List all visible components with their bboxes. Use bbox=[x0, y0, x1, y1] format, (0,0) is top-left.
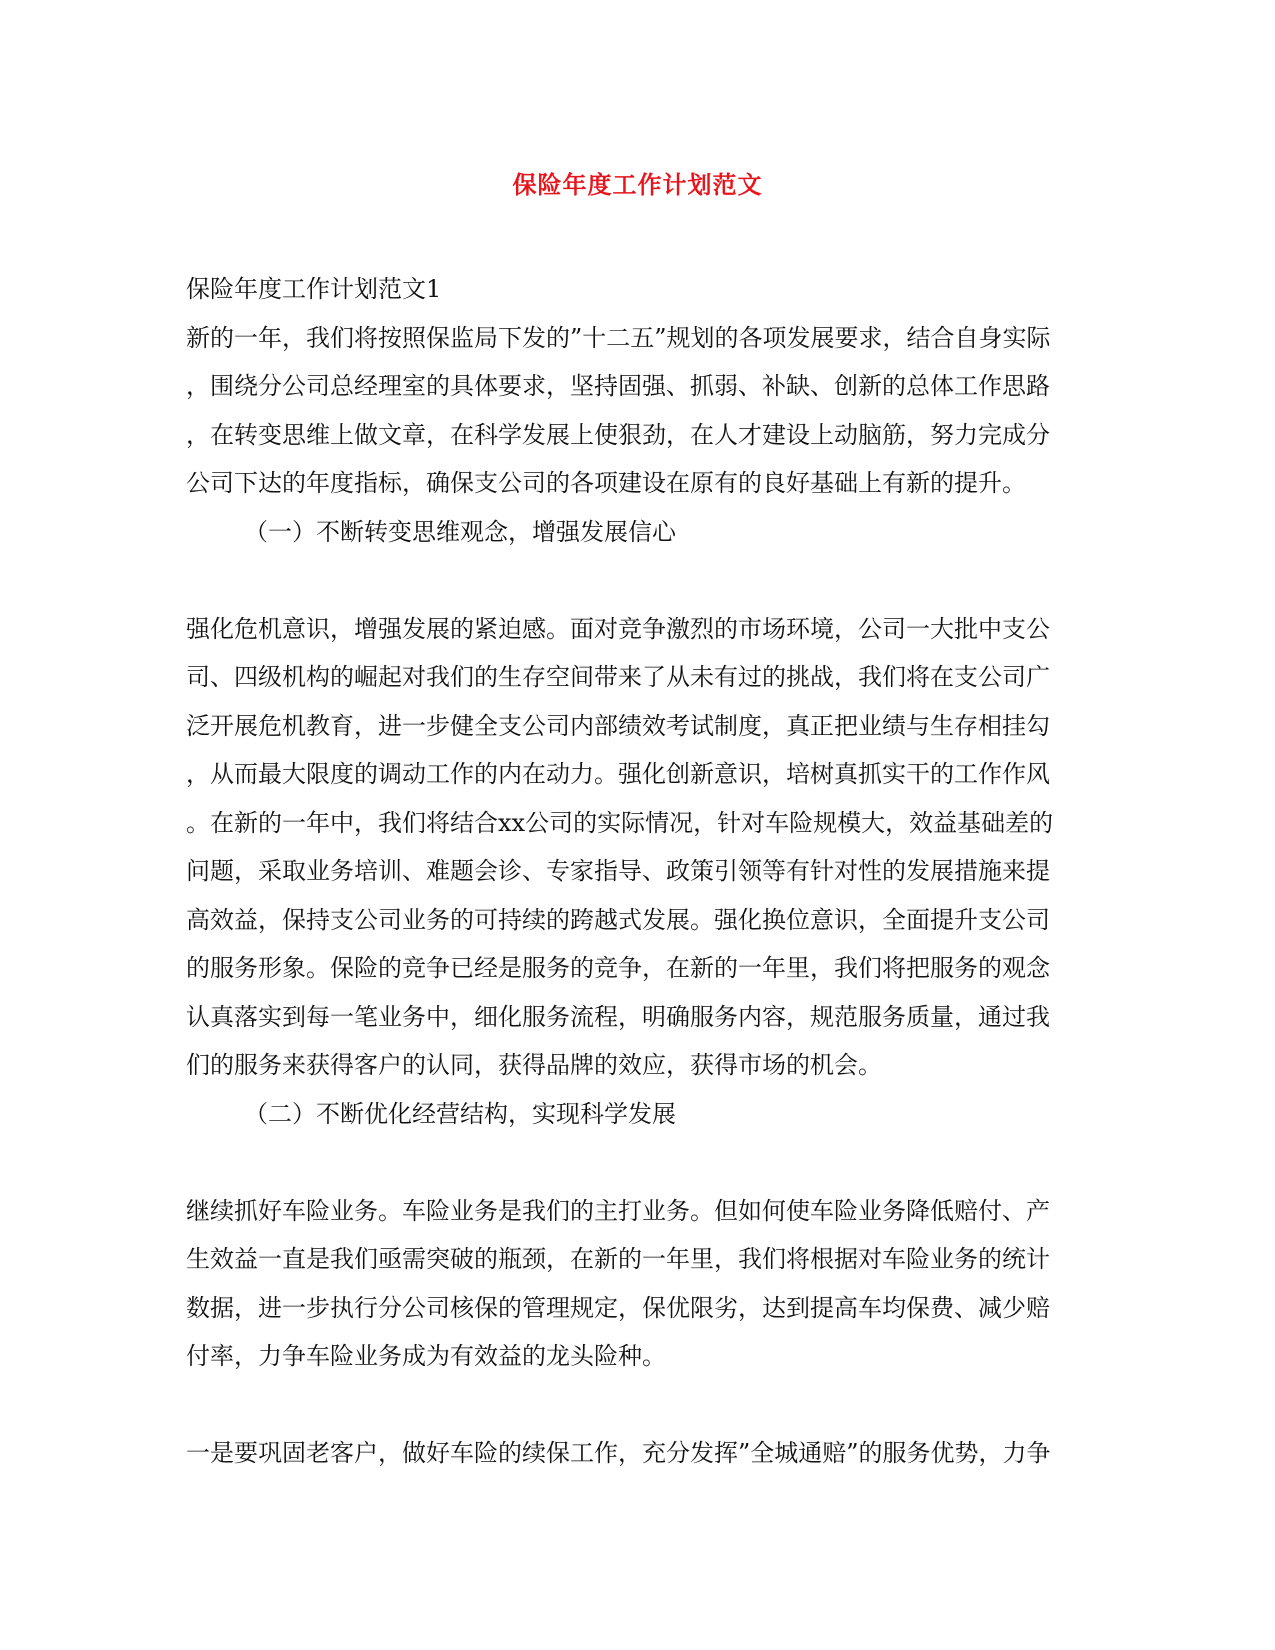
document-title: 保险年度工作计划范文 bbox=[512, 170, 763, 199]
text-line: 新的一年，我们将按照保监局下发的”十二五”规划的各项发展要求，结合自身实际 bbox=[186, 323, 1051, 352]
text-line: 继续抓好车险业务。车险业务是我们的主打业务。但如何使车险业务降低赔付、产 bbox=[186, 1196, 1050, 1225]
text-line: 公司下达的年度指标，确保支公司的各项建设在原有的良好基础上有新的提升。 bbox=[186, 469, 1026, 497]
text-line: 司、四级机构的崛起对我们的生存空间带来了从未有过的挑战，我们将在支公司广 bbox=[186, 663, 1050, 691]
text-line: ，从而最大限度的调动工作的内在动力。强化创新意识，培树真抓实干的工作作风 bbox=[186, 760, 1050, 788]
text-line: 。在新的一年中，我们将结合xx公司的实际情况，针对车险规模大，效益基础差的 bbox=[186, 808, 1054, 837]
section-heading: 保险年度工作计划范文1 bbox=[186, 275, 442, 303]
text-line: 认真落实到每一笔业务中，细化服务流程，明确服务内容，规范服务质量，通过我 bbox=[186, 1002, 1050, 1031]
paragraph-spacer bbox=[186, 1381, 1086, 1430]
text-line: 一是要巩固老客户，做好车险的续保工作，充分发挥”全城通赔”的服务优势，力争 bbox=[186, 1439, 1051, 1467]
text-line: 的服务形象。保险的竞争已经是服务的竞争，在新的一年里，我们将把服务的观念 bbox=[186, 954, 1050, 982]
text-line: 们的服务来获得客户的认同，获得品牌的效应，获得市场的机会。 bbox=[186, 1051, 882, 1079]
paragraph-awareness bbox=[186, 605, 1086, 1090]
text-line: 高效益，保持支公司业务的可持续的跨越式发展。强化换位意识，全面提升支公司 bbox=[186, 905, 1050, 934]
paragraph-auto-insurance bbox=[186, 1187, 1086, 1381]
paragraph-spacer bbox=[186, 556, 1086, 605]
paragraph-customers bbox=[186, 1429, 1086, 1478]
text-line: 强化危机意识，增强发展的紧迫感。面对竞争激烈的市场环境，公司一大批中支公 bbox=[186, 614, 1050, 643]
text-line: 问题，采取业务培训、难题会诊、专家指导、政策引领等有针对性的发展措施来提 bbox=[186, 857, 1050, 885]
paragraph-intro bbox=[186, 314, 1086, 508]
subsection-heading-2: （二）不断优化经营结构，实现科学发展 bbox=[244, 1099, 676, 1128]
text-line: ，围绕分公司总经理室的具体要求，坚持固强、抓弱、补缺、创新的总体工作思路 bbox=[186, 372, 1050, 400]
subsection-heading-1: （一）不断转变思维观念，增强发展信心 bbox=[244, 517, 676, 546]
paragraph-spacer bbox=[186, 1138, 1086, 1187]
document-body bbox=[186, 265, 1086, 1478]
text-line: 泛开展危机教育，进一步健全支公司内部绩效考试制度，真正把业绩与生存相挂勾 bbox=[186, 711, 1050, 740]
text-line: 数据，进一步执行分公司核保的管理规定，保优限劣，达到提高车均保费、减少赔 bbox=[186, 1293, 1050, 1322]
text-line: 付率，力争车险业务成为有效益的龙头险种。 bbox=[186, 1342, 666, 1370]
text-line: 生效益一直是我们亟需突破的瓶颈，在新的一年里，我们将根据对车险业务的统计 bbox=[186, 1245, 1050, 1273]
text-line: ，在转变思维上做文章，在科学发展上使狠劲，在人才建设上动脑筋，努力完成分 bbox=[186, 420, 1050, 449]
